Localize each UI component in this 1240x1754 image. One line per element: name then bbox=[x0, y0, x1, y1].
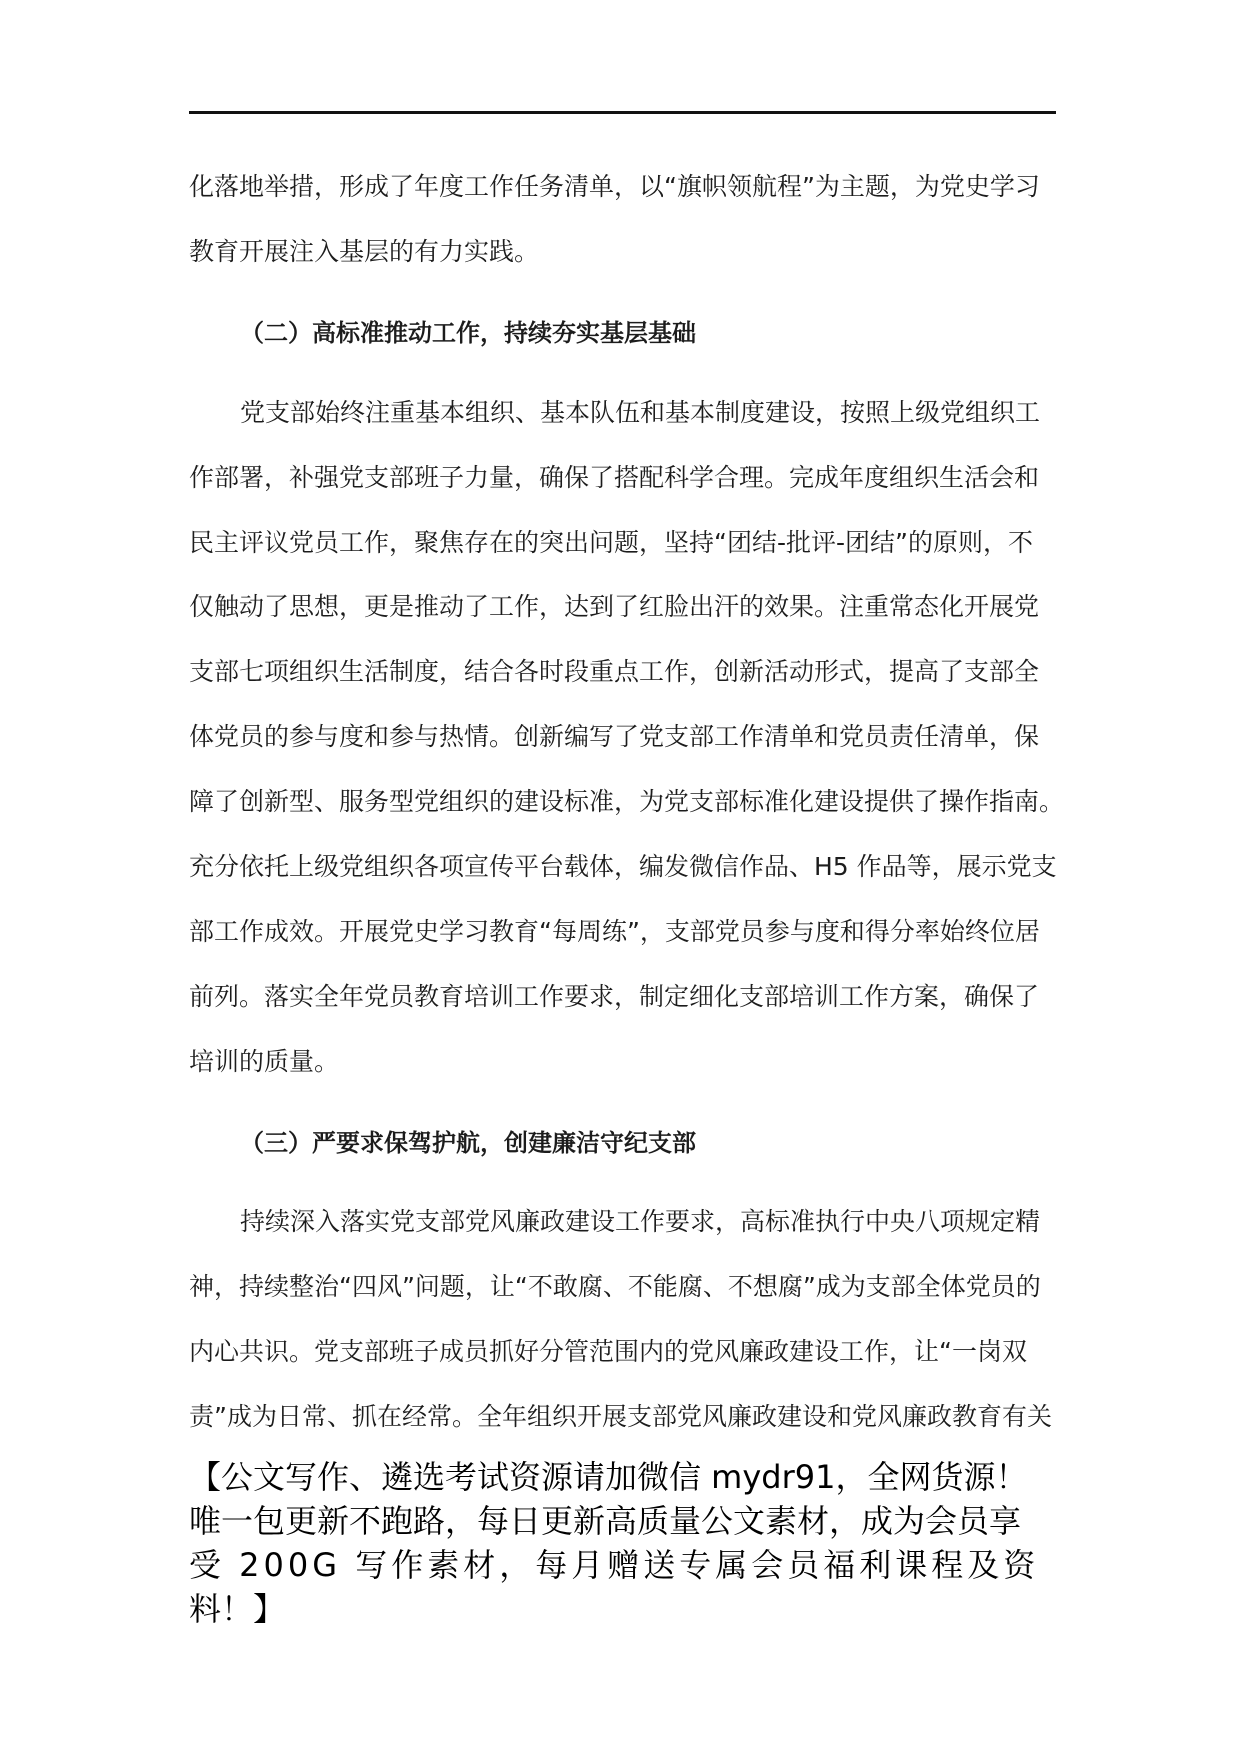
body-line: 部工作成效。开展党史学习教育“每周练”，支部党员参与度和得分率始终位居 bbox=[189, 917, 1040, 946]
header-rule bbox=[189, 111, 1056, 114]
body-line: 充分依托上级党组织各项宣传平台载体，编发微信作品、H5 作品等，展示党支 bbox=[189, 852, 1057, 881]
body-line: 障了创新型、服务型党组织的建设标准，为党支部标准化建设提供了操作指南。 bbox=[189, 787, 1065, 816]
body-line: 仅触动了思想，更是推动了工作，达到了红脸出汗的效果。注重常态化开展党 bbox=[189, 592, 1040, 621]
body-line: 培训的质量。 bbox=[189, 1047, 340, 1076]
section-heading: （三）严要求保驾护航，创建廉洁守纪支部 bbox=[240, 1129, 696, 1157]
body-line: 党支部始终注重基本组织、基本队伍和基本制度建设，按照上级党组织工 bbox=[240, 398, 1041, 427]
body-line: 作部署，补强党支部班子力量，确保了搭配科学合理。完成年度组织生活会和 bbox=[189, 463, 1040, 492]
body-line: 责”成为日常、抓在经常。全年组织开展支部党风廉政建设和党风廉政教育有关 bbox=[189, 1402, 1052, 1431]
body-line: 民主评议党员工作，聚焦存在的突出问题，坚持“团结-批评-团结”的原则，不 bbox=[189, 528, 1033, 557]
body-line: 内心共识。党支部班子成员抓好分管范围内的党风廉政建设工作，让“一岗双 bbox=[189, 1337, 1027, 1366]
body-line: 持续深入落实党支部党风廉政建设工作要求，高标准执行中央八项规定精 bbox=[240, 1207, 1041, 1236]
body-line: 支部七项组织生活制度，结合各时段重点工作，创新活动形式，提高了支部全 bbox=[189, 657, 1040, 686]
footer-notice-line: 唯一包更新不跑路，每日更新高质量公文素材，成为会员享 bbox=[189, 1502, 1022, 1540]
footer-notice-line: 受 200G 写作素材，每月赠送专属会员福利课程及资 bbox=[189, 1546, 1040, 1584]
body-line: 体党员的参与度和参与热情。创新编写了党支部工作清单和党员责任清单，保 bbox=[189, 722, 1040, 751]
footer-notice-line: 料！】 bbox=[189, 1590, 286, 1628]
body-line: 教育开展注入基层的有力实践。 bbox=[189, 237, 540, 266]
body-line: 神，持续整治“四风”问题，让“不敢腐、不能腐、不想腐”成为支部全体党员的 bbox=[189, 1272, 1041, 1301]
footer-notice-line: 【公文写作、遴选考试资源请加微信 mydr91，全网货源！ bbox=[189, 1458, 1028, 1496]
body-line: 化落地举措，形成了年度工作任务清单，以“旗帜领航程”为主题，为党史学习 bbox=[189, 172, 1040, 201]
section-heading: （二）高标准推动工作，持续夯实基层基础 bbox=[240, 319, 696, 347]
body-line: 前列。落实全年党员教育培训工作要求，制定细化支部培训工作方案，确保了 bbox=[189, 982, 1040, 1011]
